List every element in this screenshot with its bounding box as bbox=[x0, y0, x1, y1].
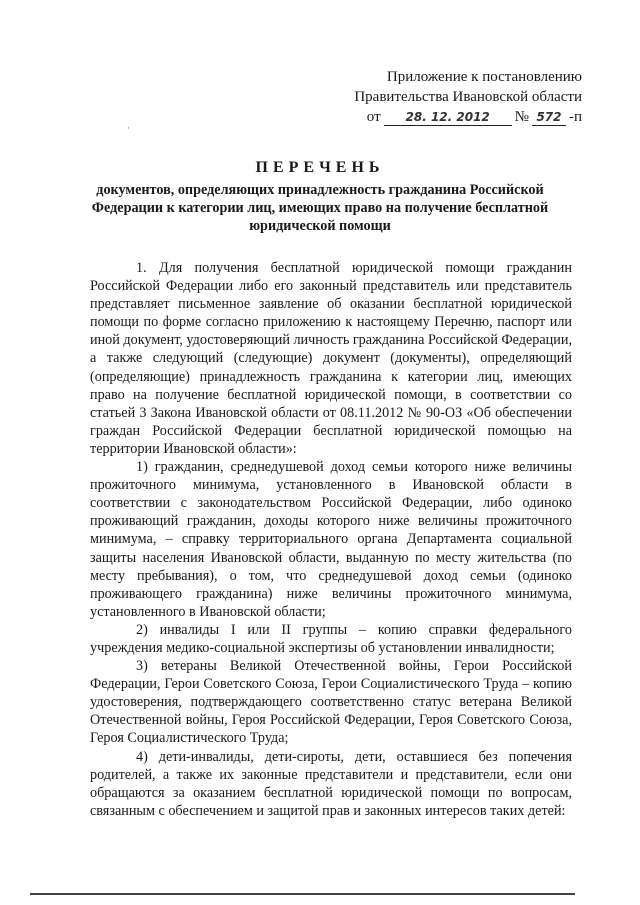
document-subtitle: документов, определяющих принадлежность гражданина Российской Федерации к категории лиц, имеющих право на получение бесплатной юридической помощи bbox=[91, 182, 549, 234]
paragraph-item-3: 3) ветераны Великой Отечественной войны, Герои Российской Федерации, Герои Советского Союза, Герои Социалистического Труда – копию удостоверения, подтверждающего соответственно статус ветерана Великой Отечественной войны, Героя Российской Федерации, Героя Советского Союза, Героя Социалистического Труда; bbox=[90, 658, 572, 747]
paragraph-item-2: 2) инвалиды I или II группы – копию справки федерального учреждения медико-социальной экспертизы об установлении инвалидности; bbox=[90, 621, 572, 656]
number-suffix: -п bbox=[568, 109, 582, 125]
paragraph-item-4: 4) дети-инвалиды, дети-сироты, дети, оставшиеся без попечения родителей, а также их законные представители и представители, если они обращаются за оказанием бесплатной юридической помощи по вопросам, связанным с обеспечением и защитой прав и законных интересов таких детей: bbox=[90, 748, 572, 819]
document-title: ПЕРЕЧЕНЬ bbox=[255, 159, 385, 176]
number-field: 572 bbox=[532, 110, 566, 126]
appendix-header bbox=[352, 67, 582, 127]
ot-label: от bbox=[366, 109, 381, 125]
document-body bbox=[90, 259, 572, 820]
appendix-sign-row bbox=[352, 107, 582, 127]
date-field: 28. 12. 2012 bbox=[384, 110, 512, 126]
paragraph-1: 1. Для получения бесплатной юридической помощи гражданин Российской Федерации либо его законный представитель или представитель представляет письменное заявление об оказании бесплатной юридической помощи по форме согласно приложению к настоящему Перечню, паспорт или иной документ, удостоверяющий личность гражданина Российской Федерации, а также следующий (следующие) документ (документы), определяющий (определяющие) принадлежность гражданина к категории лиц, имеющих право на получение бесплатной юридической помощи, в соответствии со статьей 3 Закона Ивановской области от 08.11.2012 № 90-ОЗ «Об обеспечении граждан Российской Федерации бесплатной юридической помощью на территории Ивановской области»: bbox=[90, 260, 573, 457]
appendix-line-2: Правительства Ивановской области bbox=[354, 89, 582, 105]
number-label: № bbox=[514, 109, 529, 125]
scan-bottom-edge bbox=[30, 893, 575, 895]
scan-speck-mark: · bbox=[127, 124, 130, 134]
paragraph-item-1: 1) гражданин, среднедушевой доход семьи которого ниже величины прожиточного минимума, установленного в Ивановской области в соответствии с законодательством Российской Федерации, либо одиноко проживающий гражданин, доходы которого ниже величины прожиточного минимума, – справку территориального органа Департамента социальной защиты населения Ивановской области, выданную по месту жительства (по месту пребывания), о том, что среднедушевой доход семьи (одиноко проживающего гражданина) ниже величины прожиточного минимума, установленного в Ивановской области; bbox=[90, 459, 572, 620]
appendix-line-1: Приложение к постановлению bbox=[386, 69, 582, 85]
title-block bbox=[60, 157, 580, 235]
